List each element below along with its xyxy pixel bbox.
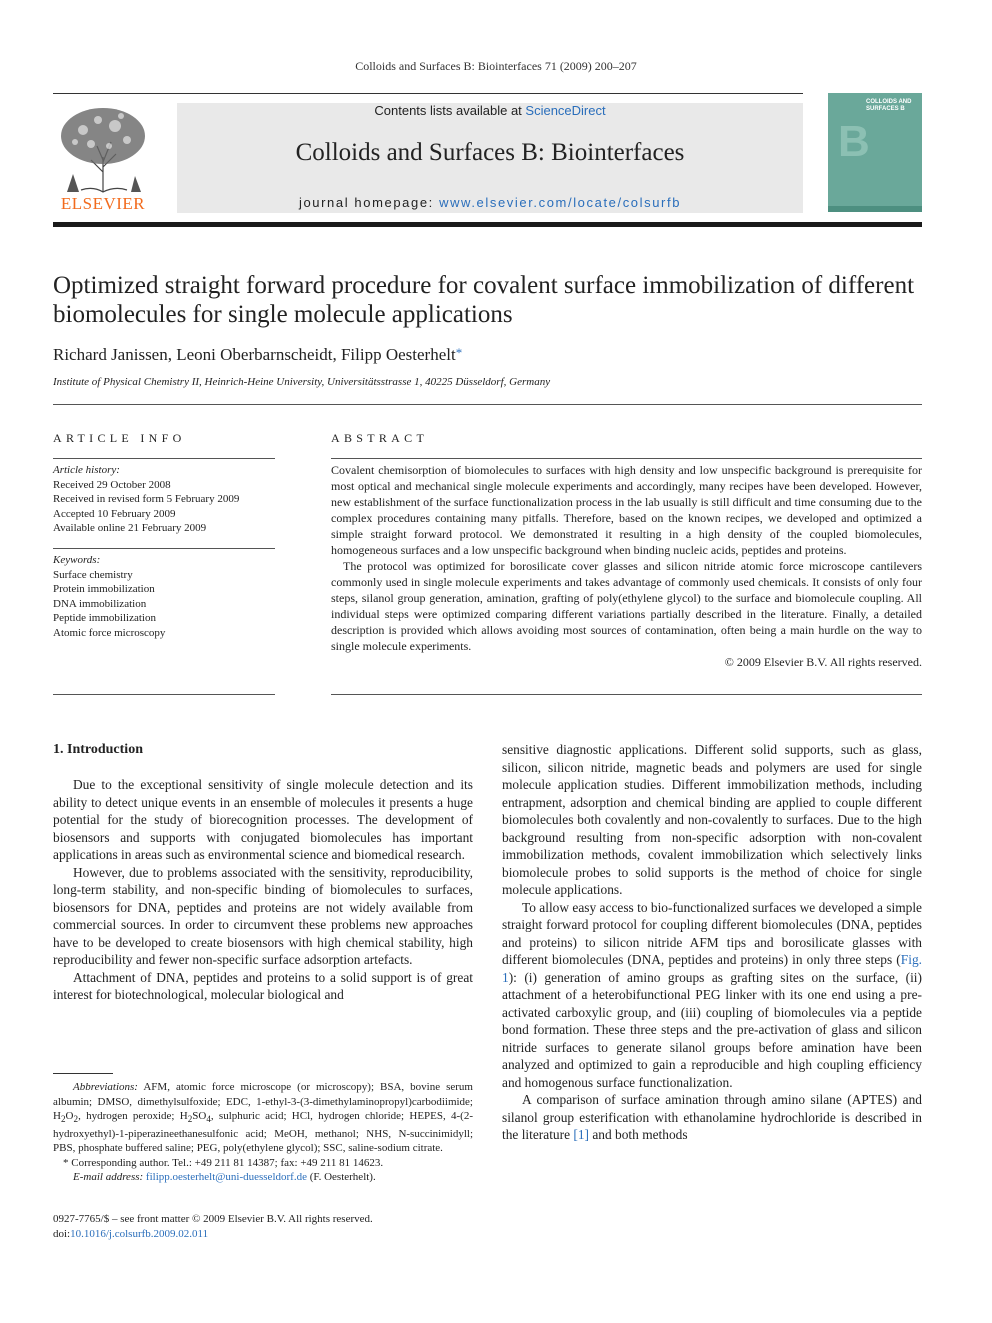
body-paragraph — [502, 1091, 922, 1144]
running-head: Colloids and Surfaces B: Biointerfaces 71 (2009) 200–207 — [355, 59, 637, 73]
cover-band — [828, 206, 922, 212]
issn-line: 0927-7765/$ – see front matter © 2009 Elsevier B.V. All rights reserved. — [53, 1213, 373, 1225]
email-footnote — [53, 1170, 473, 1185]
email-label: E-mail address: — [73, 1171, 144, 1184]
journal-homepage — [177, 195, 803, 210]
corresponding-author-mark[interactable]: * — [455, 345, 463, 360]
contents-line — [177, 103, 803, 118]
body-paragraph — [502, 899, 922, 1092]
subscript: 2 — [73, 1114, 79, 1125]
doi-link[interactable]: 10.1016/j.colsurfb.2009.02.011 — [70, 1228, 209, 1240]
history-item: Available online 21 February 2009 — [53, 522, 207, 534]
abstract-heading: ABSTRACT — [331, 431, 429, 445]
homepage-prefix: journal homepage: — [298, 195, 440, 210]
masthead-bottom-rule — [53, 222, 922, 227]
front-matter — [53, 1212, 373, 1242]
keyword: DNA immobilization — [53, 597, 147, 610]
body-text: To allow easy access to bio-functionalized surfaces we developed a simple straight forward protocol for coupling different biomolecules (DNA, peptides and proteins) to silicon nitride AFM tips and borosilicate glasses with different biomolecules (DNA, peptides and proteins) in only three steps ( — [502, 899, 922, 967]
keyword: Atomic force microscopy — [53, 626, 166, 639]
article-title: Optimized straight forward procedure for covalent surface immobilization of different biomolecules for single molecule applications — [53, 272, 915, 328]
reference-link[interactable]: [1] — [573, 1127, 590, 1142]
body-paragraph: Attachment of DNA, peptides and proteins to a solid support is of great interest for biotechnological, molecular biological and — [53, 969, 473, 1002]
abbreviations-label: Abbreviations: — [73, 1081, 138, 1093]
sciencedirect-link[interactable]: ScienceDirect — [525, 103, 606, 118]
doi-prefix: doi: — [53, 1228, 71, 1240]
copyright: © 2009 Elsevier B.V. All rights reserved. — [724, 655, 922, 669]
abbreviations-text: AFM, atomic force microscope (or microscopy); BSA, bovine serum albumin; DMSO, dimethylsulfoxide; EDC, 1-ethyl-3-(3-dimethylaminopropyl)carbodiimide; H — [53, 1081, 473, 1122]
subscript: 2 — [187, 1114, 193, 1125]
body-text: A comparison of surface amination through amino silane (APTES) and silanol group esterification with ethanolamine hydrochloride is described in the literature — [502, 1092, 922, 1142]
author-list — [53, 345, 462, 365]
body-paragraph: sensitive diagnostic applications. Different solid supports, such as glass, silicon, silicon nitride, magnetic beads and polymers are used for single molecule application studies. Different immobilization methods, including entrapment, adsorption and chemical binding are applied to couple different biomolecules both covalently and non-covalently to surfaces. Due to the high background resulting from non-specific adsorption with non-covalent immobilization methods, covalent immobilization which selectively links biomolecule probes to solid supports is the method of choice for single molecule applications. — [502, 742, 922, 897]
history-item: Received in revised form 5 February 2009 — [53, 493, 240, 505]
email-link[interactable]: filipp.oesterhelt@uni-duesseldorf.de — [145, 1171, 307, 1184]
article-info-heading: ARTICLE INFO — [53, 431, 186, 445]
homepage-link[interactable]: www.elsevier.com/locate/colsurfb — [439, 195, 682, 210]
email-suffix: (F. Oesterhelt). — [306, 1171, 376, 1184]
publisher-name: ELSEVIER — [60, 194, 146, 213]
masthead-top-rule — [53, 93, 803, 94]
footnotes — [53, 1080, 473, 1185]
tree-icon — [53, 102, 153, 194]
keyword: Surface chemistry — [53, 568, 133, 581]
abstract-rule — [331, 458, 922, 459]
abstract-bottom-rule — [331, 694, 922, 695]
section-heading: 1. Introduction — [53, 742, 143, 757]
figure-link[interactable]: Fig. 1 — [502, 952, 922, 985]
journal-cover — [828, 93, 922, 212]
subscript: 4 — [206, 1114, 211, 1125]
article-info-rule — [53, 458, 275, 459]
authors: Richard Janissen, Leoni Oberbarnscheidt, Filipp Oesterhelt — [53, 345, 456, 364]
article-history — [53, 463, 275, 536]
abstract — [331, 462, 922, 670]
keyword: Protein immobilization — [53, 583, 155, 595]
history-item: Accepted 10 February 2009 — [53, 507, 176, 520]
journal-title: Colloids and Surfaces B: Biointerfaces — [295, 139, 685, 166]
body-text: ): (i) generation of amino groups as grafting sites on the surface, (ii) attachment of a heterobifunctional PEG linker with its one end using a pre-activated carboxylic group, and (iii) coupling of biomolecules via a peptide bond formation. These three steps and the pre-activation of glass and silicon nitride surfaces to generate silanol groups before amination have been analyzed and optimized to gain a reproducible and high coupling efficiency and homogenous surface functionalization. — [502, 969, 922, 1090]
right-column — [502, 741, 922, 1144]
abstract-paragraph: Covalent chemisorption of biomolecules to surfaces with high density and low unspecific background is prerequisite for most optical and mechanical single molecule experiments and accordingly, many recipes have been developed. However, new establishment of the surface functionalization process in the lab usually is still difficult and time consuming due to the complex procedures containing many pitfalls. Therefore, based on the known recipes, we developed and optimized a simple straight forward protocol. We demonstrated it resulting in a high density of the coupled biomolecules, homogeneous surfaces and a low unspecific background when binding nucleic acids, peptides and proteins. — [331, 463, 922, 557]
abbreviations-footnote — [53, 1080, 473, 1156]
title-block-rule — [53, 404, 922, 405]
elsevier-logo — [53, 102, 153, 214]
contents-prefix: Contents lists available at — [374, 103, 526, 118]
article-info-bottom-rule — [53, 694, 275, 695]
affiliation: Institute of Physical Chemistry II, Heinrich-Heine University, Universitätsstrasse 1, 40225 Düsseldorf, Germany — [53, 376, 551, 388]
keyword: Peptide immobilization — [53, 612, 156, 624]
keywords-rule — [53, 548, 275, 549]
body-paragraph: Due to the exceptional sensitivity of single molecule detection and its ability to detect unique events in an ensemble of molecules it presents a huge potential for the study of biorecognition processes. The development of biosensors and supports with conjugated biomolecules has important applications in areas such as environmental science and biomedical research. — [53, 777, 473, 862]
body-paragraph: However, due to problems associated with the sensitivity, reproducibility, long-term stability, and non-specific binding of biomolecules to surfaces, biosensors for DNA, peptides and proteins are not widely available from commercial sources. In order to circumvent these problems new approaches have to be developed to create biosensors with high chemical stability, high reproducibility and fewer non-specific surface adsorption artefacts. — [53, 864, 473, 967]
abbreviations-text: O — [65, 1110, 74, 1122]
history-item: Received 29 October 2008 — [53, 478, 171, 491]
body-text: and both methods — [589, 1127, 688, 1142]
cover-letter: B — [838, 117, 870, 166]
abbreviations-text: , sulphuric acid; HCl, hydrogen chloride; HEPES, 4-(2-hydroxyethyl)-1-piperazineethanesulfonic acid; MeOH, methanol; NHS, N-succinimidyll; PBS, phosphate buffered saline; PEG, poly(ethylene glycol); SSC, saline-sodium citrate. — [53, 1110, 474, 1155]
corresponding-author-footnote: * Corresponding author. Tel.: +49 211 81 14387; fax: +49 211 81 14623. — [63, 1156, 384, 1169]
cover-title: COLLOIDS AND SURFACES B — [866, 99, 912, 112]
keywords-label: Keywords: — [53, 554, 101, 566]
left-column — [53, 776, 473, 1004]
footnote-rule — [53, 1073, 113, 1074]
abbreviations-text: , hydrogen peroxide; H — [78, 1110, 188, 1122]
abstract-paragraph: The protocol was optimized for borosilicate cover glasses and silicon nitride atomic force microscope cantilevers commonly used in single molecule experiments and takes advantage of commonly used chemicals. It consists of only four steps, silanol group generation, amination, grafting of poly(ethylene glycol) to the surface and biomolecule coupling. All individual steps were optimized comparing different variations partially described in the literature. Finally, a detailed description is provided which allows avoiding most sources of contamination, often being a main hurdle on the way to single molecule experiments. — [331, 559, 922, 653]
abbreviations-text: SO — [192, 1110, 207, 1122]
keywords — [53, 553, 275, 640]
doi-line — [53, 1227, 373, 1242]
history-label: Article history: — [53, 464, 120, 476]
subscript: 2 — [60, 1114, 66, 1125]
